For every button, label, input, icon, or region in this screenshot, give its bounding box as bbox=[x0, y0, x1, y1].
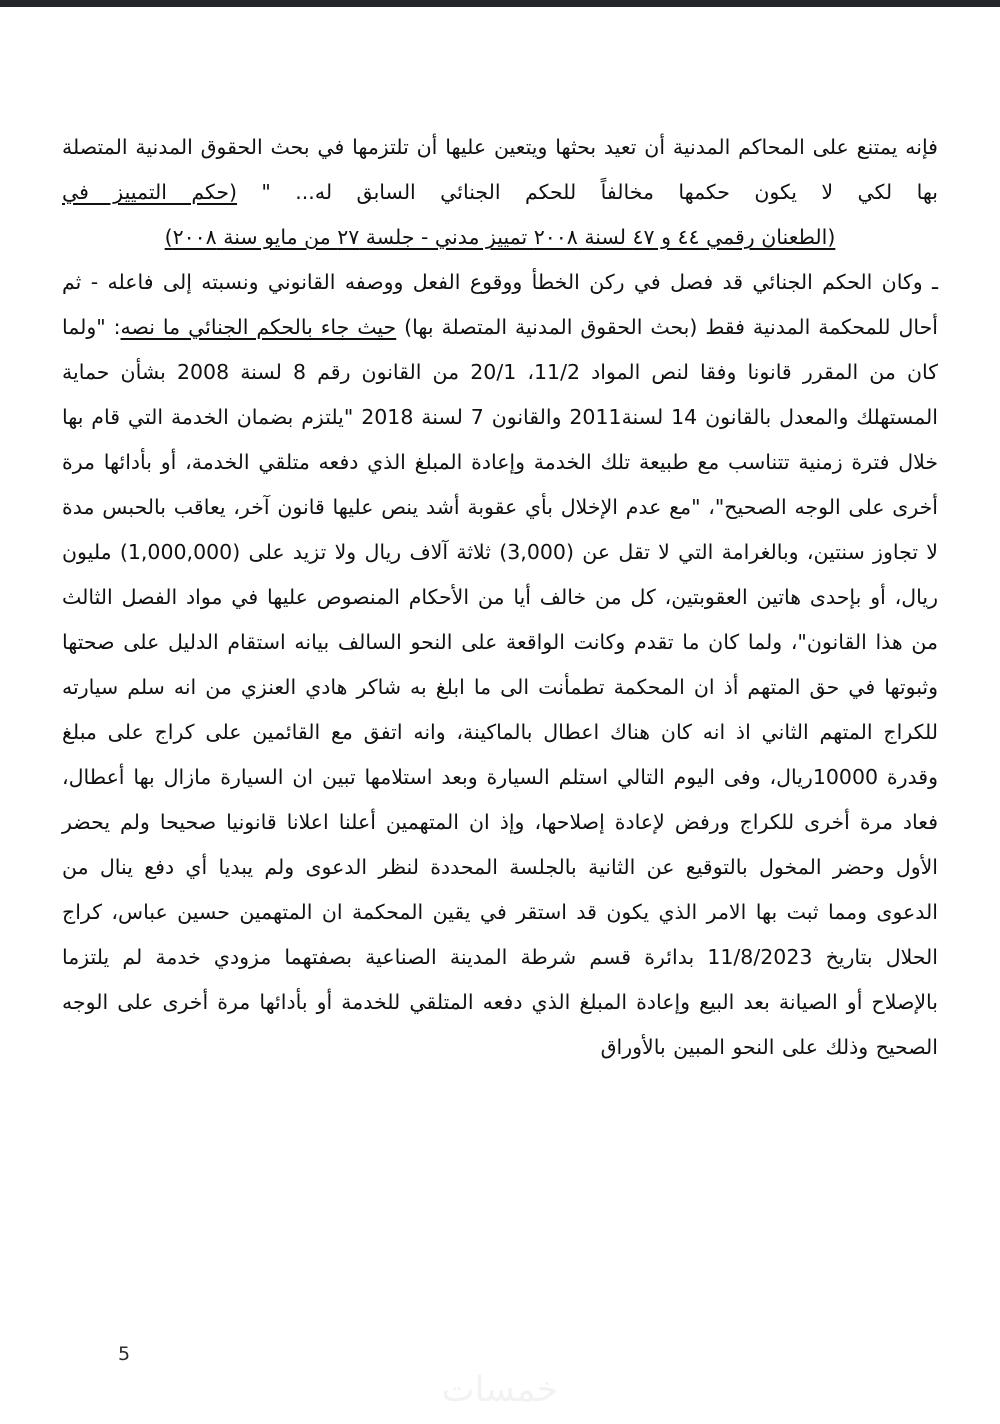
paragraph-criminal-judgment-body bbox=[62, 260, 938, 1070]
watermark-khamsat: خمسات bbox=[441, 1370, 559, 1410]
paragraph-segment-underlined-heading: حيث جاء بالحكم الجنائي ما نصه bbox=[120, 315, 397, 339]
page-number: 5 bbox=[118, 1343, 131, 1365]
citation-opening-underlined: (حكم التمييز في bbox=[62, 180, 238, 204]
case-citation-line bbox=[62, 215, 938, 260]
paragraph-text: فإنه يمتنع على المحاكم المدنية أن تعيد بحثها ويتعين عليها أن تلتزمها في بحث الحقوق المدنية المتصلة بها لكي لا يكون حكمها مخالفاً للحكم الجنائي السابق له... " bbox=[62, 135, 938, 204]
viewer-top-chrome-bar bbox=[0, 0, 1000, 7]
case-citation-text: (الطعنان رقمي ٤٤ و ٤٧ لسنة ٢٠٠٨ تمييز مدني - جلسة ٢٧ من مايو سنة ٢٠٠٨) bbox=[164, 225, 836, 249]
paragraph-segment-intro: ـ وكان الحكم الجنائي قد فصل في ركن الخطأ ووقوع الفعل ووصفه القانوني ونسبته إلى فاعله - ثم أحال للمحكمة المدنية فقط (بحث الحقوق المدنية المتصلة بها) bbox=[62, 270, 938, 339]
paragraph-quotation-end bbox=[62, 125, 938, 215]
paragraph-segment-quoted-ruling: : "ولما كان من المقرر قانونا وفقا لنص المواد 11/2، 20/1 من القانون رقم 8 لسنة 2008 بشأن حماية المستهلك والمعدل بالقانون 14 لسنة2011 والقانون 7 لسنة 2018 "يلتزم بضمان الخدمة التي قام بها خلال فترة زمنية تتناسب مع طبيعة تلك الخدمة وإعادة المبلغ الذي دفعه متلقي الخدمة، أو بأدائها مرة أخرى على الوجه الصحيح"، "مع عدم الإخلال بأي عقوبة أشد ينص عليها قانون آخر، يعاقب بالحبس مدة لا تجاوز سنتين، وبالغرامة التي لا تقل عن (3,000) ثلاثة آلاف ريال ولا تزيد على (1,000,000) مليون ريال، أو بإحدى هاتين العقوبتين، كل من خالف أيا من الأحكام المنصوص عليها في مواد الفصل الثالث من هذا القانون"، ولما كان ما تقدم وكانت الواقعة على النحو السالف بيانه استقام الدليل على صحتها وثبوتها في حق المتهم أذ ان المحكمة تطمأنت الى ما ابلغ به شاكر هادي العنزي من انه سلم سيارته للكراج المتهم الثاني اذ انه كان هناك اعطال بالماكينة، وانه اتفق مع القائمين على كراج على مبلغ وقدرة 10000ريال، وفى اليوم التالي استلم السيارة وبعد استلامها تبين ان السيارة مازال بها أعطال، فعاد مرة أخرى للكراج ورفض لإعادة إصلاحها، وإذ ان المتهمين أعلنا اعلانا قانونيا صحيحا ولم يحضر الأول وحضر المخول بالتوقيع عن الثانية بالجلسة المحددة لنظر الدعوى ولم يبديا أي دفع ينال من الدعوى ومما ثبت بها الامر الذي يكون قد استقر في يقين المحكمة ان المتهمين حسين عباس، كراج الحلال بتاريخ 11/8/2023 بدائرة قسم شرطة المدينة الصناعية بصفتهما مزودي خدمة لم يلتزما بالإصلاح أو الصيانة بعد البيع وإعادة المبلغ الذي دفعه المتلقي للخدمة أو بأدائها مرة أخرى على الوجه الصحيح وذلك على النحو المبين بالأوراق bbox=[62, 315, 939, 1059]
document-page bbox=[0, 7, 1000, 1424]
document-text-body bbox=[62, 125, 938, 1070]
